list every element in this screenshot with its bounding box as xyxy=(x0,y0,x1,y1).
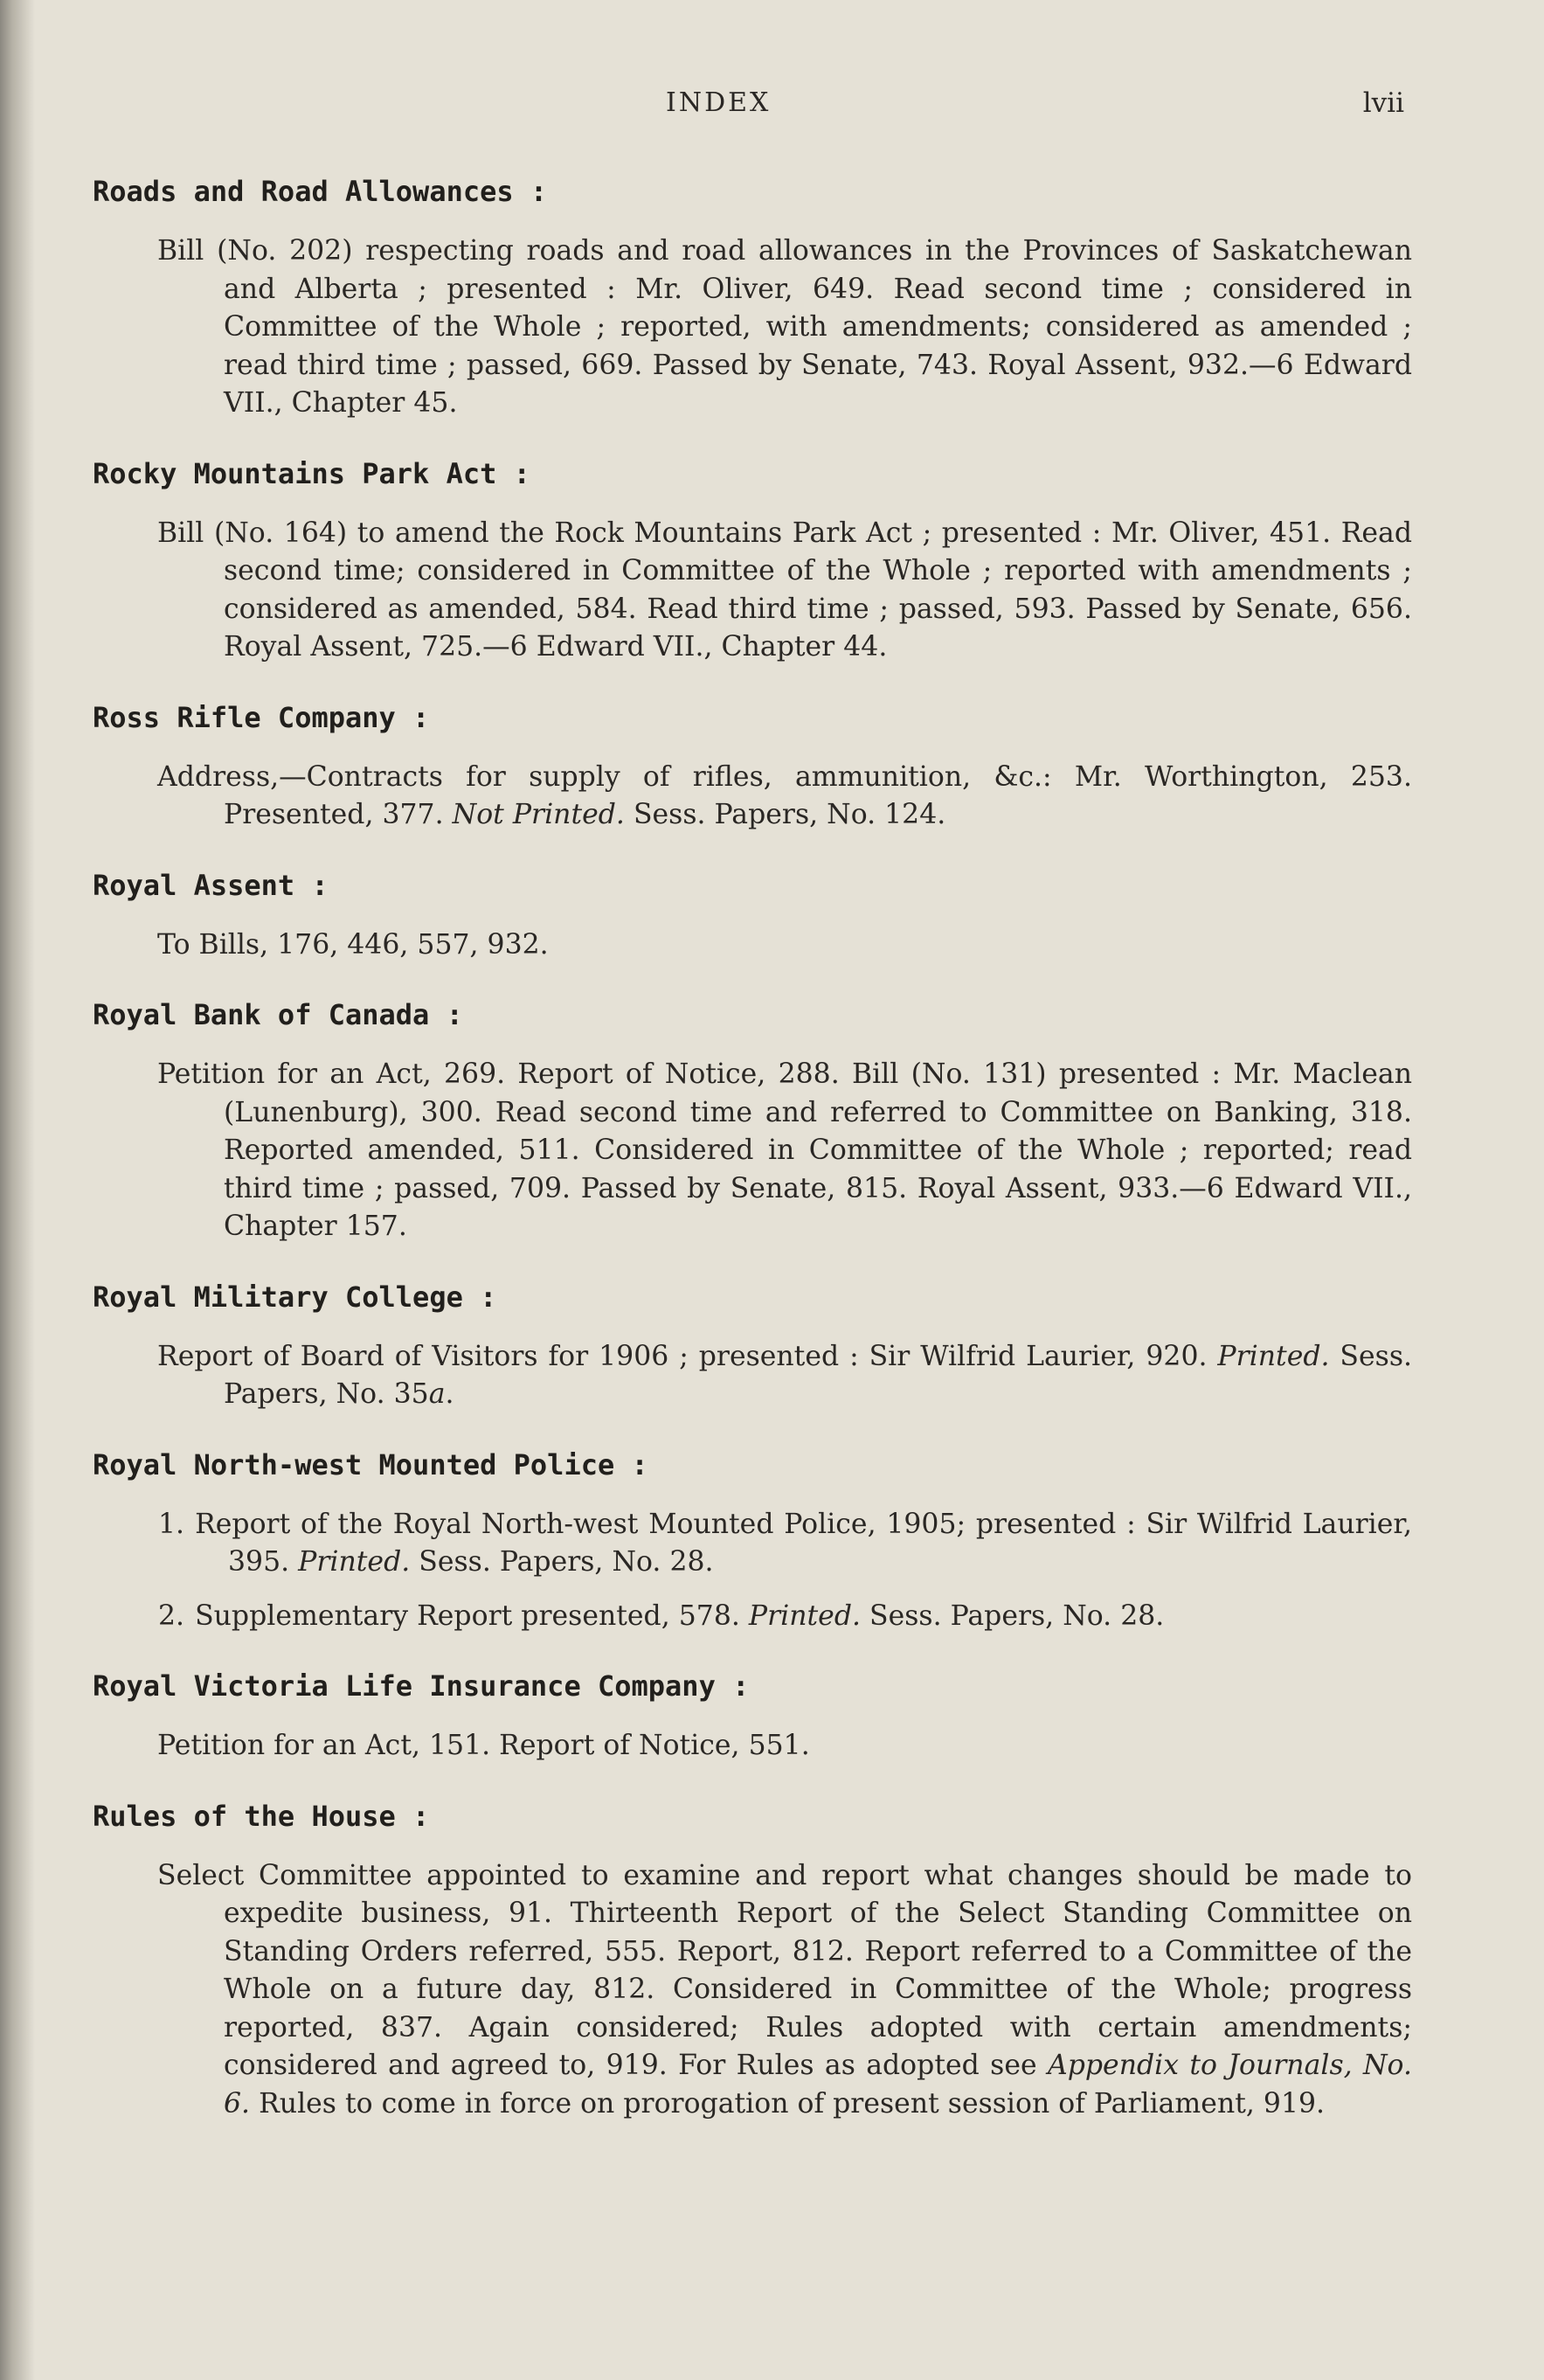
running-head xyxy=(0,87,1544,122)
entry-paragraph xyxy=(93,1857,1412,2124)
running-head-title: INDEX xyxy=(666,87,772,118)
text-run: Sess. Papers, No. 28. xyxy=(410,1546,714,1578)
index-entry xyxy=(93,1669,1412,1766)
text-run: Select Committee appointed to examine and report what changes should be made to expedite business, 91. Thirteenth Report of the Select Standing Committee on Standing Orders referred, 555. Report, 812. Report referred to a Committee of the Whole on a future day, 812. Considered in Committee of the Whole; progress reported, 837. Again considered; Rules adopted with certain amendments; considered and agreed to, 919. For Rules as adopted see xyxy=(157,1859,1412,2081)
italic-text: Printed. xyxy=(748,1599,861,1632)
text-run: Report of Board of Visitors for 1906 ; presented : Sir Wilfrid Laurier, 920. xyxy=(157,1340,1218,1372)
index-entries xyxy=(93,175,1412,2157)
item-number: 2. xyxy=(158,1599,185,1632)
entry-paragraph xyxy=(93,759,1412,835)
entry-heading: Royal Bank of Canada : xyxy=(93,998,463,1031)
text-run: Report of the Royal North-west Mounted Police, 1905; presented : Sir Wilfrid Laurier, 395. xyxy=(195,1508,1412,1578)
text-run: . xyxy=(445,1378,454,1410)
index-entry xyxy=(93,1280,1412,1414)
text-run: To Bills, 176, 446, 557, 932. xyxy=(157,928,549,961)
entry-heading: Royal Military College : xyxy=(93,1280,497,1314)
entry-paragraph xyxy=(93,1056,1412,1246)
text-run: Sess. Papers, No. 124. xyxy=(624,799,946,830)
index-entry xyxy=(93,1800,1412,2124)
entry-heading: Ross Rifle Company : xyxy=(93,700,430,734)
text-run: Sess. Papers, No. 28. xyxy=(861,1599,1165,1632)
entry-heading: Rocky Mountains Park Act : xyxy=(93,456,530,490)
entry-heading: Royal North-west Mounted Police : xyxy=(93,1447,648,1481)
index-entry xyxy=(93,457,1412,667)
entry-heading: Rules of the House : xyxy=(93,1799,430,1833)
index-entry xyxy=(93,701,1412,835)
italic-text: Not Printed. xyxy=(452,799,625,830)
entry-heading: Roads and Road Allowances : xyxy=(93,175,548,208)
italic-text: a xyxy=(428,1378,446,1410)
text-run: Petition for an Act, 151. Report of Notice, 551. xyxy=(157,1730,810,1761)
entry-heading: Royal Assent : xyxy=(93,868,329,902)
item-number: 1. xyxy=(158,1508,185,1540)
page-number: lvii xyxy=(1362,87,1404,119)
index-entry xyxy=(93,869,1412,965)
text-run: Petition for an Act, 269. Report of Notice, 288. Bill (No. 131) presented : Mr. Maclean (Lunenburg), 300. Read second time and referred to Committee on Banking, 318. Reported amended, 511. Considered in Committee of the Whole ; reported; read third time ; passed, 709. Passed by Senate, 815. Royal Assent, 933.—6 Edward VII., Chapter 157. xyxy=(157,1058,1412,1242)
text-run: Address,—Contracts for supply of rifles, ammunition, &c.: Mr. Worthington, 253. Presented, 377. xyxy=(157,760,1412,830)
text-run: Rules to come in force on prorogation of present session of Parliament, 919. xyxy=(250,2087,1326,2120)
index-entry xyxy=(93,175,1412,423)
page-gutter-shadow xyxy=(0,0,35,2380)
entry-paragraph xyxy=(93,1727,1412,1766)
entry-heading: Royal Victoria Life Insurance Company : xyxy=(93,1669,750,1703)
index-entry xyxy=(93,1448,1412,1636)
entry-paragraph xyxy=(93,1598,1412,1636)
index-entry xyxy=(93,998,1412,1246)
entry-paragraph xyxy=(93,1338,1412,1414)
text-run: Sess. Papers, No. 35 xyxy=(224,1340,1412,1410)
italic-text: Appendix to Journals, No. 6. xyxy=(224,2050,1412,2120)
text-run: Bill (No. 164) to amend the Rock Mountains Park Act ; presented : Mr. Oliver, 451. Read second time; considered in Committee of the Whole ; reported with amendments ; considered as amended, 584. Read third time ; passed, 593. Passed by Senate, 656. Royal Assent, 725.—6 Edward VII., Chapter 44. xyxy=(157,517,1412,663)
italic-text: Printed. xyxy=(1217,1340,1330,1372)
text-run: Supplementary Report presented, 578. xyxy=(195,1599,749,1632)
entry-paragraph xyxy=(93,926,1412,965)
entry-paragraph xyxy=(93,1506,1412,1582)
entry-paragraph xyxy=(93,515,1412,667)
italic-text: Printed. xyxy=(298,1546,411,1578)
text-run: Bill (No. 202) respecting roads and road allowances in the Provinces of Saskatchewan and Alberta ; presented : Mr. Oliver, 649. Read second time ; considered in Committee of the Whole ; reported, with amendments; considered as amended ; read third time ; passed, 669. Passed by Senate, 743. Royal Assent, 932.—6 Edward VII., Chapter 45. xyxy=(157,235,1412,419)
entry-paragraph xyxy=(93,232,1412,423)
